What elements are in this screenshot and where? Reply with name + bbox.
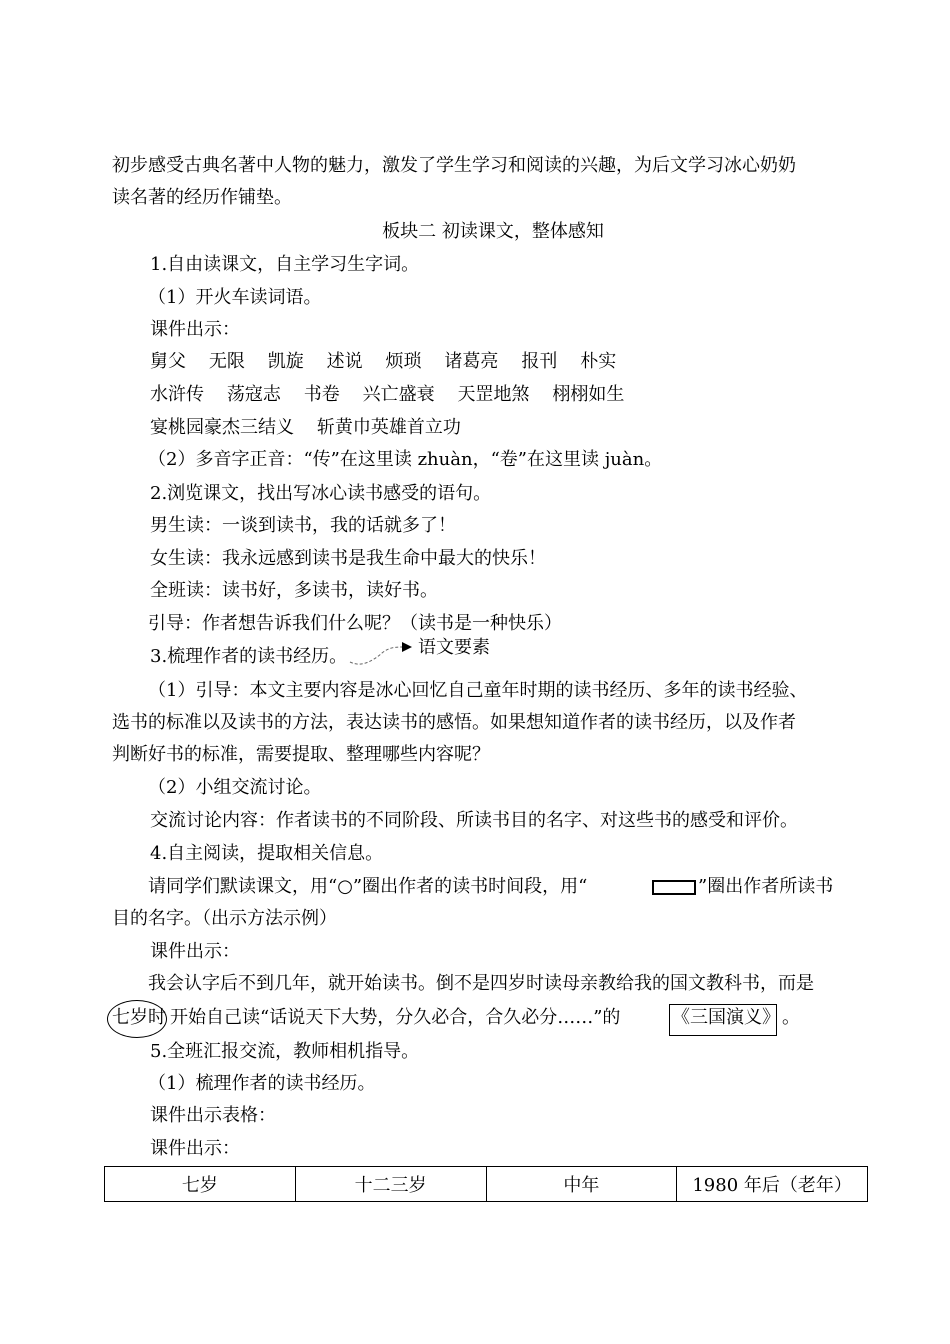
courseware-table-label: 课件出示表格： [150,1105,276,1126]
section-title: 板块二 初读课文，整体感知 [382,221,604,242]
instruction-line-1a: 请同学们默读课文，用“○”圈出作者的读书时间段，用“ [148,876,588,897]
annotation-label: 语文要素 [418,637,490,658]
step-3-sub-2: （2）小组交流讨论。 [148,777,322,798]
step-1-sub-1: （1）开火车读词语。 [148,287,322,308]
table-cell: 七岁 [105,1167,296,1202]
table-row [105,1167,868,1202]
guide-question: 引导：作者想告诉我们什么呢？（读书是一种快乐） [148,613,562,634]
step-5: 5.全班汇报交流，教师相机指导。 [150,1041,420,1062]
step-4: 4.自主阅读，提取相关信息。 [150,843,384,864]
step-3-sub-1-line-3: 判断好书的标准，需要提取、整理哪些内容呢？ [112,744,490,765]
step-3-sub-1-line-1: （1）引导：本文主要内容是冰心回忆自己童年时期的读书经历、多年的读书经验、 [148,680,808,701]
courseware-show-2: 课件出示： [150,941,240,962]
instruction-line-1b: ”圈出作者所读书 [698,876,834,897]
step-1-sub-2: （2）多音字正音：“传”在这里读 zhuàn，“卷”在这里读 juàn。 [148,449,663,470]
vocab-row-2: 水浒传 荡寇志 书卷 兴亡盛衰 天罡地煞 栩栩如生 [150,384,625,405]
vocab-row-3: 宴桃园豪杰三结义 斩黄巾英雄首立功 [150,417,461,438]
courseware-show-3: 课件出示： [150,1138,240,1159]
step-3-sub-1-line-2: 选书的标准以及读书的方法，表达读书的感悟。如果想知道作者的读书经历，以及作者 [112,712,796,733]
reading-periods-table [104,1166,868,1202]
class-read: 全班读：读书好，多读书，读好书。 [150,580,438,601]
girls-read: 女生读：我永远感到读书是我生命中最大的快乐！ [150,548,546,569]
intro-line-2: 读名著的经历作铺垫。 [112,187,292,208]
discussion-content: 交流讨论内容：作者读书的不同阶段、所读书目的名字、对这些书的感受和评价。 [150,810,798,831]
intro-line-1: 初步感受古典名著中人物的魅力，激发了学生学习和阅读的兴趣，为后文学习冰心奶奶 [112,155,796,176]
example-line-end: 。 [782,1007,800,1028]
instruction-line-2: 目的名字。（出示方法示例） [112,908,337,929]
courseware-show-1: 课件出示： [150,319,240,340]
step-1: 1.自由读课文，自主学习生字词。 [150,254,420,275]
vocab-row-1: 舅父 无限 凯旋 述说 烦琐 诸葛亮 报刊 朴实 [150,351,617,372]
example-boxed-text: 《三国演义》 [672,1007,780,1028]
step-2: 2.浏览课文，找出写冰心读书感受的语句。 [150,483,492,504]
rectangle-marker-icon [652,880,696,895]
example-line-2: 开始自己读“话说天下大势，分久必合，合久必分……”的 [170,1007,621,1028]
step-5-sub-1: （1）梳理作者的读书经历。 [148,1073,376,1094]
step-3: 3.梳理作者的读书经历。 [150,646,348,667]
table-cell: 中年 [486,1167,677,1202]
table-cell: 1980 年后（老年） [677,1167,868,1202]
table-cell: 十二三岁 [295,1167,486,1202]
example-circled-text: 七岁时 [112,1007,166,1028]
boys-read: 男生读：一谈到读书，我的话就多了！ [150,515,456,536]
example-line-1: 我会认字后不到几年，就开始读书。倒不是四岁时读母亲教给我的国文教科书，而是 [148,973,814,994]
annotation-arrow-icon [330,636,420,670]
